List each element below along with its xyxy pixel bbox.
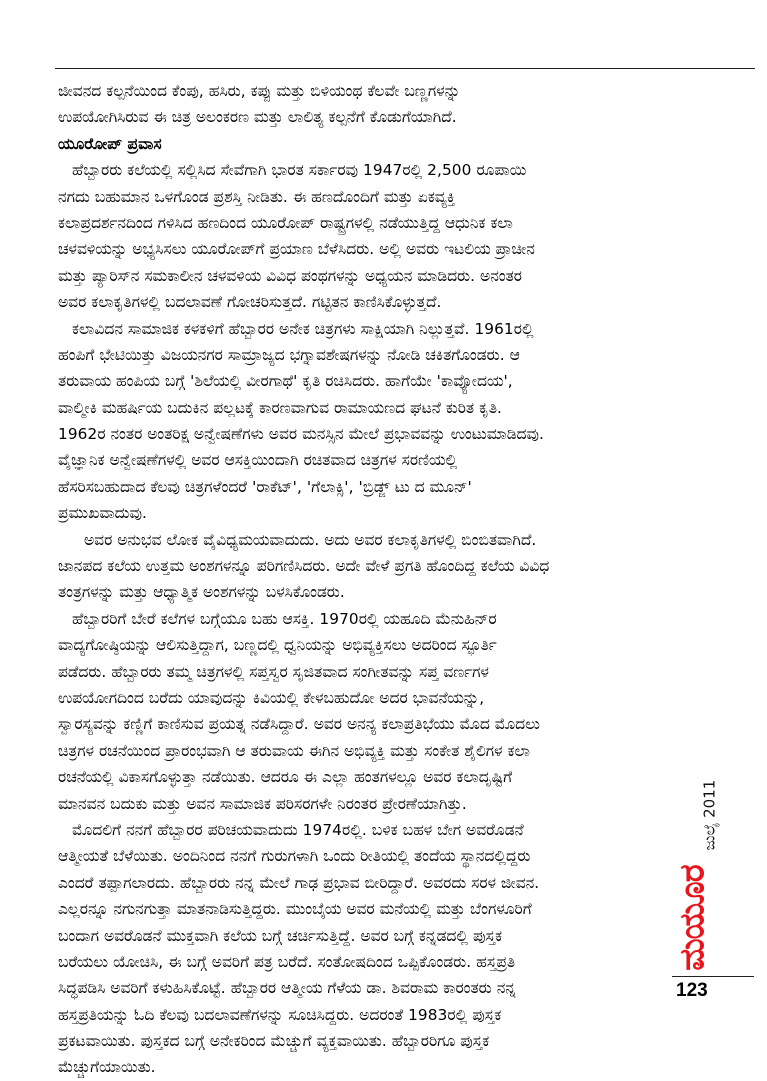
page-number-rule bbox=[672, 976, 754, 977]
body-line: 1962ರ ನಂತರ ಅಂತರಿಕ್ಷ ಅನ್ವೇಷಣೆಗಳು ಅವರ ಮನಸ್ಸಿನ ಮೇಲೆ ಪ್ರಭಾವವನ್ನು ಉಂಟುಮಾಡಿದವು. bbox=[58, 425, 544, 444]
top-rule bbox=[55, 68, 755, 69]
body-line: ಜಾನಪದ ಕಲೆಯ ಉತ್ತಮ ಅಂಶಗಳನ್ನೂ ಪರಿಗಣಿಸಿದರು. ಅದೇ ವೇಳೆ ಪ್ರಗತಿ ಹೊಂದಿದ್ದ ಕಲೆಯ ವಿವಿಧ bbox=[58, 557, 550, 576]
body-line: ಮೆಚ್ಚುಗೆಯಾಯಿತು. bbox=[58, 1058, 156, 1077]
body-line: ತರುವಾಯ ಹಂಪಿಯ ಬಗ್ಗೆ 'ಶಿಲೆಯಲ್ಲಿ ವೀರಗಾಥೆ' ಕೃತಿ ರಚಿಸಿದರು. ಹಾಗೆಯೇ 'ಕಾವ್ಯೋದಯ', bbox=[58, 372, 513, 391]
body-line: ಮಾನವನ ಬದುಕು ಮತ್ತು ಅವನ ಸಾಮಾಜಿಕ ಪರಿಸರಗಳೇ ನಿರಂತರ ಪ್ರೇರಣೆಯಾಗಿತ್ತು. bbox=[58, 794, 467, 813]
body-line: ಹಸ್ತಪ್ರತಿಯನ್ನು ಓದಿ ಕೆಲವು ಬದಲಾವಣೆಗಳನ್ನು ಸೂಚಿಸಿದ್ದರು. ಅದರಂತೆ 1983ರಲ್ಲಿ ಪುಸ್ತಕ bbox=[58, 1005, 502, 1024]
body-line: ಆತ್ಮೀಯತೆ ಬೆಳೆಯಿತು. ಅಂದಿನಿಂದ ನನಗೆ ಗುರುಗಳಾಗಿ ಒಂದು ರೀತಿಯಲ್ಲಿ ತಂದೆಯ ಸ್ಥಾನದಲ್ಲಿದ್ದರು bbox=[58, 847, 531, 866]
issue-date bbox=[700, 770, 718, 860]
body-line: ವಾದ್ಯಗೋಷ್ಠಿಯನ್ನು ಆಲಿಸುತ್ತಿದ್ದಾಗ, ಬಣ್ಣದಲ್ಲಿ ಧ್ವನಿಯನ್ನು ಅಭಿವ್ಯಕ್ತಿಸಲು ಅದರಿಂದ ಸ್ಫೂರ್ತಿ bbox=[58, 636, 497, 655]
body-line: ಎಲ್ಲರನ್ನೂ ನಗುನಗುತ್ತಾ ಮಾತನಾಡಿಸುತ್ತಿದ್ದರು. ಮುಂಬೈಯ ಅವರ ಮನೆಯಲ್ಲಿ ಮತ್ತು ಬೆಂಗಳೂರಿಗೆ bbox=[58, 900, 532, 919]
body-line: ಕಲಾಪ್ರದರ್ಶನದಿಂದ ಗಳಿಸಿದ ಹಣದಿಂದ ಯೂರೋಪ್ ರಾಷ್ಟ್ರಗಳಲ್ಲಿ ನಡೆಯುತ್ತಿದ್ದ ಆಧುನಿಕ ಕಲಾ bbox=[58, 213, 513, 232]
body-line: ಮೊದಲಿಗೆ ನನಗೆ ಹೆಬ್ಬಾರರ ಪರಿಚಯವಾದುದು 1974ರಲ್ಲಿ. ಬಳಿಕ ಬಹಳ ಬೇಗ ಅವರೊಡನೆ bbox=[72, 820, 524, 839]
body-line: ಪ್ರಮುಖವಾದುವು. bbox=[58, 504, 148, 523]
page-number: 123 bbox=[676, 980, 708, 1001]
body-line: ಸ್ವಾರಸ್ಯವನ್ನು ಕಣ್ಣಿಗೆ ಕಾಣಿಸುವ ಪ್ರಯತ್ನ ನಡೆಸಿದ್ದಾರೆ. ಅವರ ಅನನ್ಯ ಕಲಾಪ್ರತಿಭೆಯು ಮೊದ ಮೊದಲು bbox=[58, 715, 540, 734]
body-line: ವೈಜ್ಞಾನಿಕ ಅನ್ವೇಷಣೆಗಳಲ್ಲಿ ಅವರ ಆಸಕ್ತಿಯಿಂದಾಗಿ ರಚಿತವಾದ ಚಿತ್ರಗಳ ಸರಣಿಯಲ್ಲಿ bbox=[58, 451, 458, 470]
body-line: ಉಪಯೋಗದಿಂದ ಬರೆದು ಯಾವುದನ್ನು ಕಿವಿಯಲ್ಲಿ ಕೇಳಬಹುದೋ ಅದರ ಭಾವನೆಯನ್ನು, bbox=[58, 688, 485, 707]
body-line: ಚಳವಳಿಯನ್ನು ಅಭ್ಯಸಿಸಲು ಯೂರೋಪ್‌ಗೆ ಪ್ರಯಾಣ ಬೆಳೆಸಿದರು. ಅಲ್ಲಿ ಅವರು ಇಟಲಿಯ ಪ್ರಾಚೀನ bbox=[58, 240, 535, 259]
body-line: ಪ್ರಕಟವಾಯಿತು. ಪುಸ್ತಕದ ಬಗ್ಗೆ ಅನೇಕರಿಂದ ಮೆಚ್ಚುಗೆ ವ್ಯಕ್ತವಾಯಿತು. ಹೆಬ್ಬಾರರಿಗೂ ಪುಸ್ತಕ bbox=[58, 1032, 490, 1051]
body-line: ತಂತ್ರಗಳನ್ನು ಮತ್ತು ಆಧ್ಯಾತ್ಮಿಕ ಅಂಶಗಳನ್ನು ಬಳಸಿಕೊಂಡರು. bbox=[58, 583, 345, 602]
body-line: ಹೆಬ್ಬಾರರು ಕಲೆಯಲ್ಲಿ ಸಲ್ಲಿಸಿದ ಸೇವೆಗಾಗಿ ಭಾರತ ಸರ್ಕಾರವು 1947ರಲ್ಲಿ 2,500 ರೂಪಾಯಿ bbox=[72, 161, 527, 180]
body-line: ಬರೆಯಲು ಯೋಚಿಸಿ, ಈ ಬಗ್ಗೆ ಅವರಿಗೆ ಪತ್ರ ಬರೆದೆ. ಸಂತೋಷದಿಂದ ಒಪ್ಪಿಕೊಂಡರು. ಹಸ್ತಪ್ರತಿ bbox=[58, 952, 516, 971]
body-line: ನಗದು ಬಹುಮಾನ ಒಳಗೊಂಡ ಪ್ರಶಸ್ತಿ ನೀಡಿತು. ಈ ಹಣದೊಂದಿಗೆ ಮತ್ತು ಏಕವ್ಯಕ್ತಿ bbox=[58, 187, 456, 206]
article-body bbox=[58, 78, 658, 1081]
body-line: ಅವರ ಕಲಾಕೃತಿಗಳಲ್ಲಿ ಬದಲಾವಣೆ ಗೋಚರಿಸುತ್ತದೆ. ಗಟ್ಟಿತನ ಕಾಣಿಸಿಕೊಳ್ಳುತ್ತದೆ. bbox=[58, 293, 442, 312]
body-line: ಹಂಪಿಗೆ ಭೇಟಿಯಿತ್ತು ವಿಜಯನಗರ ಸಾಮ್ರಾಜ್ಯದ ಭಗ್ನಾವಶೇಷಗಳನ್ನು ನೋಡಿ ಚಕಿತಗೊಂಡರು. ಆ bbox=[58, 345, 520, 364]
body-line: ಚಿತ್ರಗಳ ರಚನೆಯಿಂದ ಪ್ರಾರಂಭವಾಗಿ ಆ ತರುವಾಯ ಈಗಿನ ಅಭಿವ್ಯಕ್ತಿ ಮತ್ತು ಸಂಕೇತ ಶೈಲಿಗಳ ಕಲಾ bbox=[58, 741, 530, 760]
body-line: ಮತ್ತು ಪ್ಯಾರಿಸ್‌ನ ಸಮಕಾಲೀನ ಚಳವಳಿಯ ವಿವಿಧ ಪಂಥಗಳನ್ನು ಅಧ್ಯಯನ ಮಾಡಿದರು. ಅನಂತರ bbox=[58, 266, 523, 285]
body-line: ಉಪಯೋಗಿಸಿರುವ ಈ ಚಿತ್ರ ಅಲಂಕರಣ ಮತ್ತು ಲಾಲಿತ್ಯ ಕಲ್ಪನೆಗೆ ಕೊಡುಗೆಯಾಗಿದೆ. bbox=[58, 108, 457, 127]
body-line: ರಚನೆಯಲ್ಲಿ ವಿಕಾಸಗೊಳ್ಳುತ್ತಾ ನಡೆಯಿತು. ಆದರೂ ಈ ಎಲ್ಲಾ ಹಂತಗಳಲ್ಲೂ ಅವರ ಕಲಾದೃಷ್ಟಿಗೆ bbox=[58, 768, 513, 787]
body-line: ಹೆಸರಿಸಬಹುದಾದ ಕೆಲವು ಚಿತ್ರಗಳೆಂದರೆ 'ರಾಕೆಟ್', 'ಗೆಲಾಕ್ಸಿ', 'ಬ್ರಿಡ್ಜ್ ಟು ದ ಮೂನ್' bbox=[58, 477, 472, 496]
body-line: ಕಲಾವಿದನ ಸಾಮಾಜಿಕ ಕಳಕಳಿಗೆ ಹೆಬ್ಬಾರರ ಅನೇಕ ಚಿತ್ರಗಳು ಸಾಕ್ಷಿಯಾಗಿ ನಿಲ್ಲುತ್ತವೆ. 1961ರಲ್ಲಿ bbox=[72, 319, 534, 338]
body-line: ಹೆಬ್ಬಾರರಿಗೆ ಬೇರೆ ಕಲೆಗಳ ಬಗ್ಗೆಯೂ ಬಹು ಆಸಕ್ತಿ. 1970ರಲ್ಲಿ ಯಹೂದಿ ಮೆನುಹಿನ್‌ರ bbox=[72, 609, 497, 628]
body-line: ಎಂದರೆ ತಪ್ಪಾಗಲಾರದು. ಹೆಬ್ಬಾರರು ನನ್ನ ಮೇಲೆ ಗಾಢ ಪ್ರಭಾವ ಬೀರಿದ್ದಾರೆ. ಅವರದು ಸರಳ ಜೀವನ. bbox=[58, 873, 540, 892]
body-line: ಸಿದ್ಧಪಡಿಸಿ ಅವರಿಗೆ ಕಳುಹಿಸಿಕೊಟ್ಟೆ. ಹೆಬ್ಬಾರರ ಆತ್ಮೀಯ ಗೆಳೆಯ ಡಾ. ಶಿವರಾಮ ಕಾರಂತರು ನನ್ನ bbox=[58, 979, 516, 998]
section-heading: ಯೂರೋಪ್ ಪ್ರವಾಸ bbox=[58, 134, 162, 153]
magazine-logo-text: ಮಯೂರ bbox=[673, 865, 713, 971]
body-line: ಪಡೆದರು. ಹೆಬ್ಬಾರರು ತಮ್ಮ ಚಿತ್ರಗಳಲ್ಲಿ ಸಪ್ತಸ್ವರ ಸೃಜಿತವಾದ ಸಂಗೀತವನ್ನು ಸಪ್ತ ವರ್ಣಗಳ bbox=[58, 662, 489, 681]
issue-date-text: ಜುಲೈ 2011 bbox=[700, 779, 719, 851]
body-line: ಅವರ ಅನುಭವ ಲೋಕ ವೈವಿಧ್ಯಮಯವಾದುದು. ಅದು ಅವರ ಕಲಾಕೃತಿಗಳಲ್ಲಿ ಬಿಂಬಿತವಾಗಿದೆ. bbox=[84, 530, 537, 549]
body-line: ಬಂದಾಗ ಅವರೊಡನೆ ಮುಕ್ತವಾಗಿ ಕಲೆಯ ಬಗ್ಗೆ ಚರ್ಚಿಸುತ್ತಿದ್ದೆ. ಅವರ ಬಗ್ಗೆ ಕನ್ನಡದಲ್ಲಿ ಪುಸ್ತಕ bbox=[58, 926, 503, 945]
body-line: ಜೀವನದ ಕಲ್ಪನೆಯಿಂದ ಕೆಂಪು, ಹಸಿರು, ಕಪ್ಪು ಮತ್ತು ಬಿಳಿಯಂಥ ಕೆಲವೇ ಬಣ್ಣಗಳನ್ನು bbox=[58, 82, 461, 100]
magazine-logo bbox=[673, 865, 713, 971]
body-line: ವಾಲ್ಮೀಕಿ ಮಹರ್ಷಿಯ ಬದುಕಿನ ಪಲ್ಲಟಕ್ಕೆ ಕಾರಣವಾಗುವ ರಾಮಾಯಣದ ಘಟನೆ ಕುರಿತ ಕೃತಿ. bbox=[58, 398, 503, 417]
